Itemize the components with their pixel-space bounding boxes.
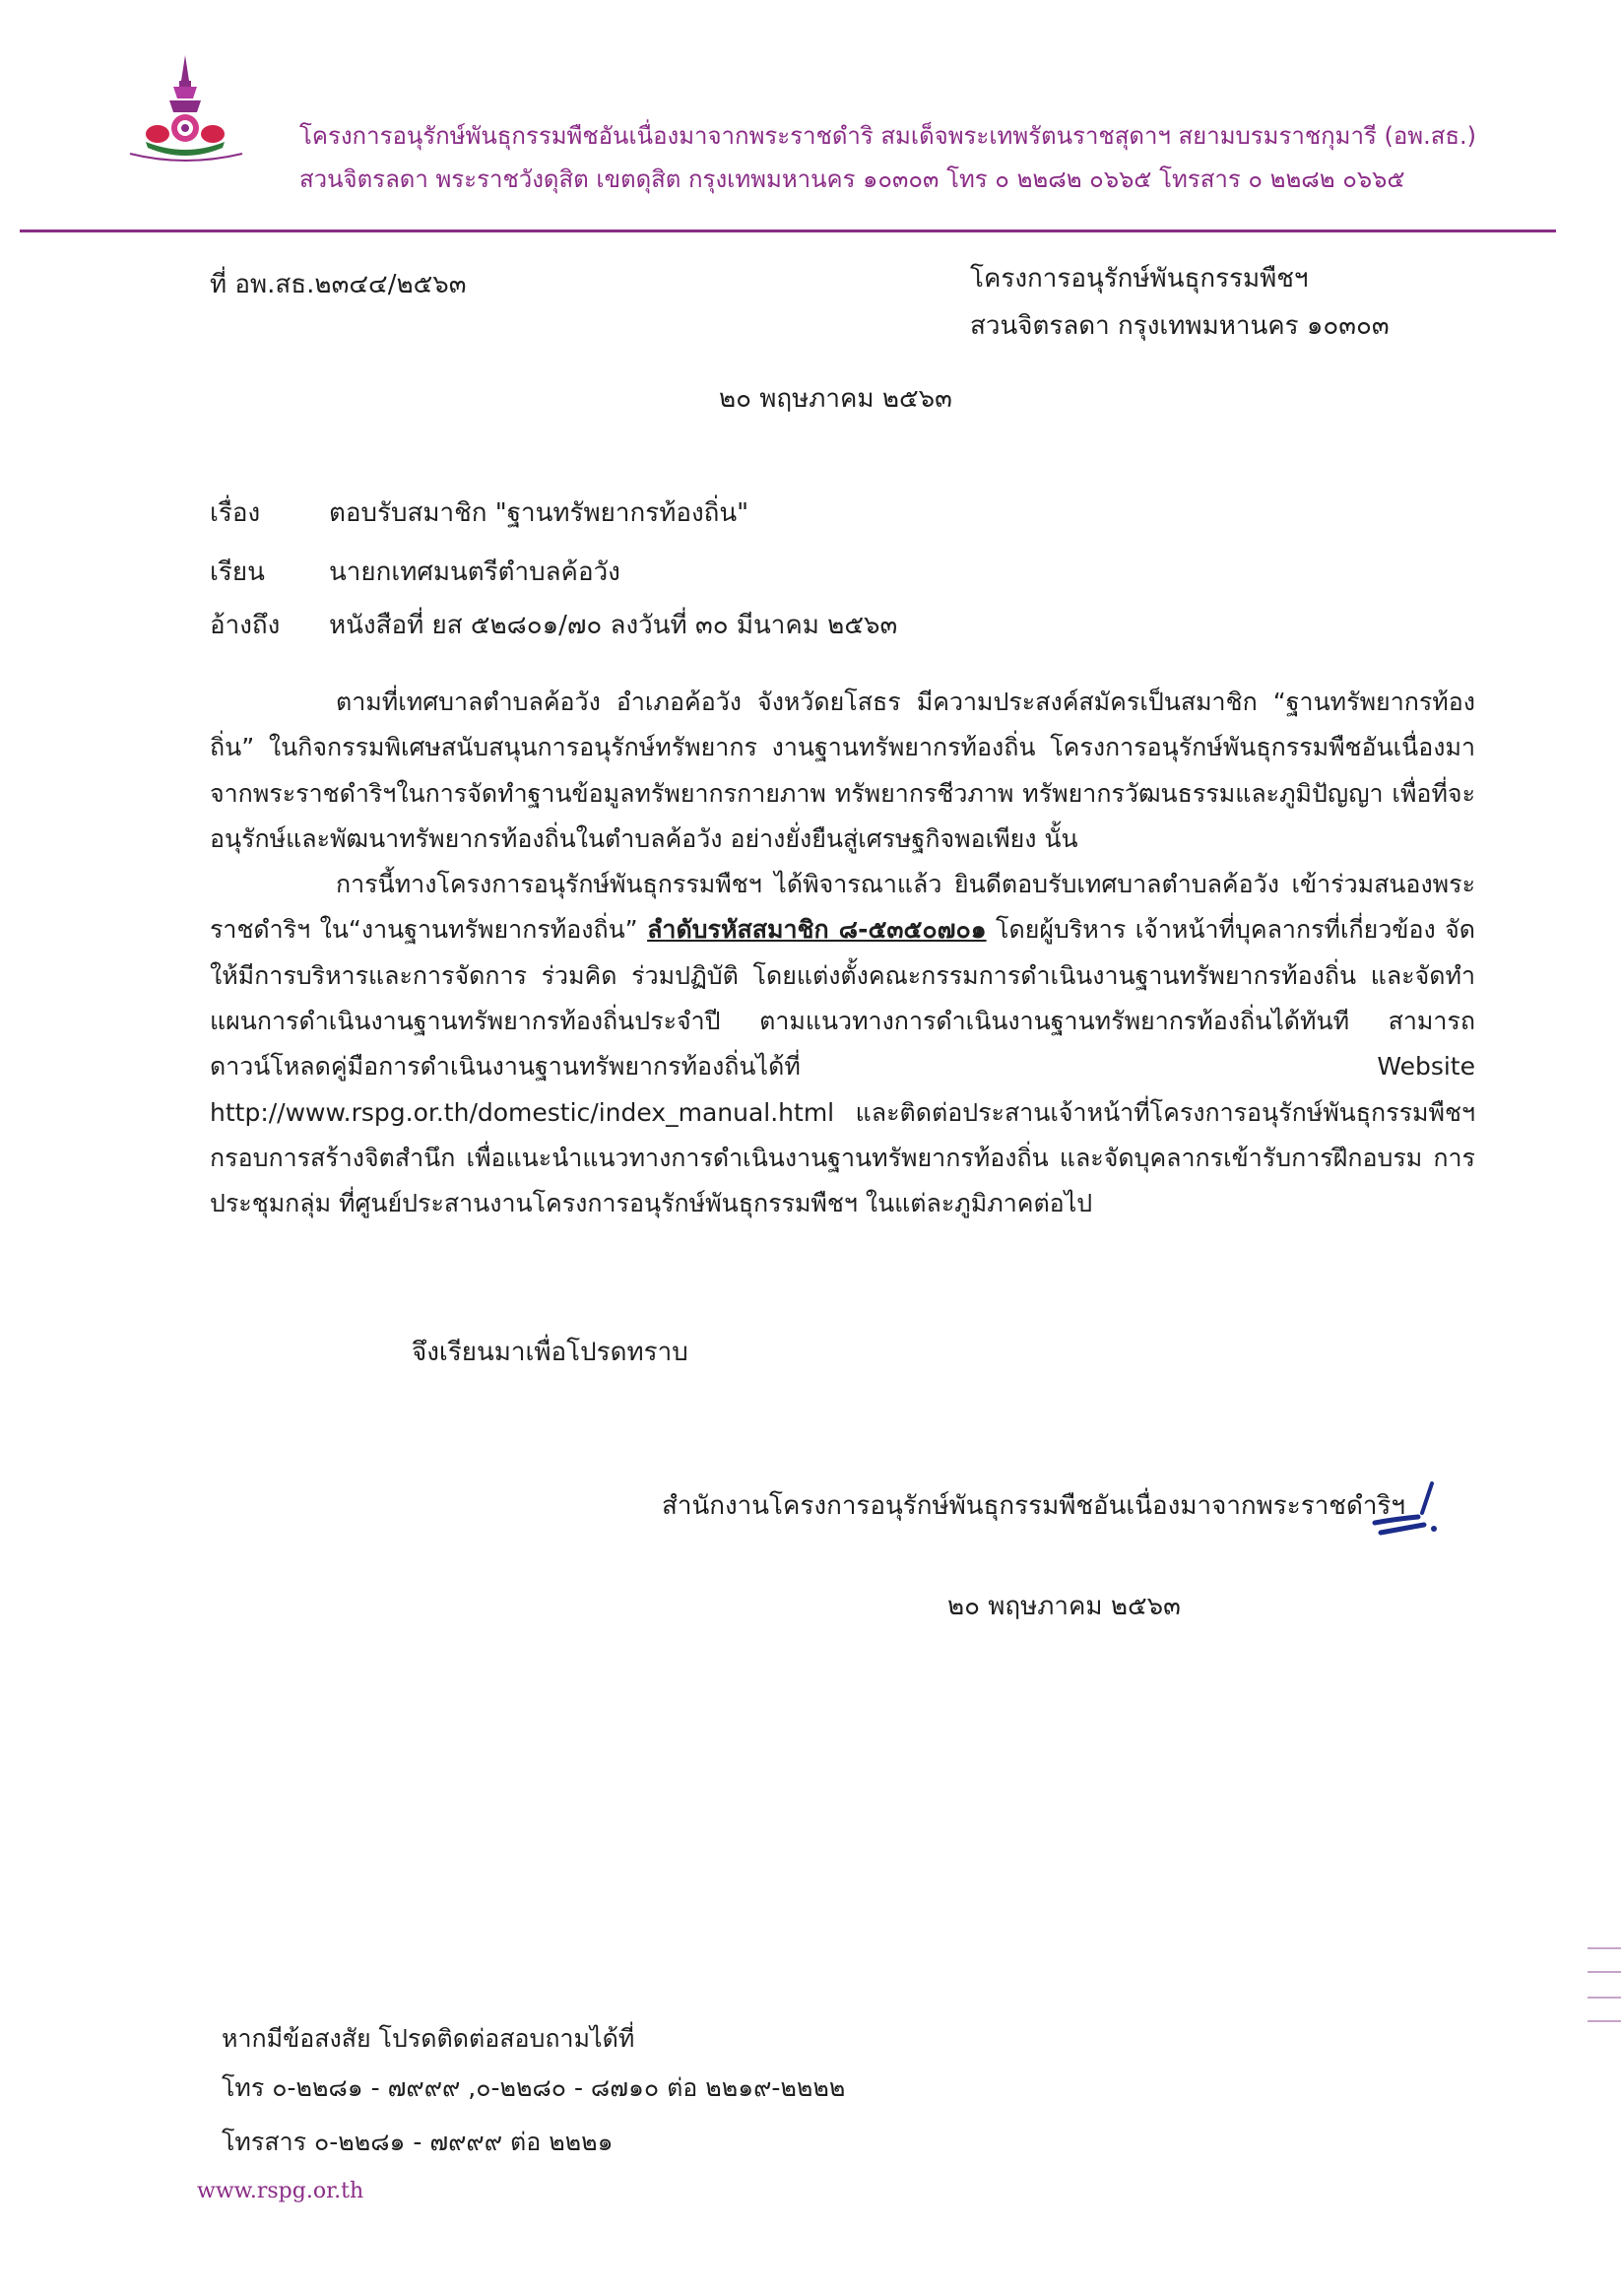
- closing-text: จึงเรียนมาเพื่อโปรดทราบ: [412, 1338, 688, 1367]
- letter-body: [210, 680, 1475, 1227]
- body-paragraph-2: [210, 862, 1475, 1226]
- reference-value: หนังสือที่ ยส ๕๒๘๐๑/๗๐ ลงวันที่ ๓๐ มีนาคม ๒๕๖๓: [329, 611, 898, 640]
- recipient-value: นายกเทศมนตรีตำบลค้อวัง: [329, 558, 620, 587]
- body-paragraph-2-rest: โดยผู้บริหาร เจ้าหน้าที่บุคลากรที่เกี่ยวข้อง จัดให้มีการบริหารและการจัดการ ร่วมคิด ร่วมปฏิบัติ โดยแต่งตั้งคณะกรรมการดำเนินงานฐานทรัพยากรท้องถิ่น และจัดทำแผนการดำเนินงานฐานทรัพยากรท้องถิ่นประจำปี ตามแนวทางการดำเนินงานฐานทรัพยากรท้องถิ่นได้ทันที สามารถดาวน์โหลดคู่มือการดำเนินงานฐานทรัพยากรท้องถิ่นได้ที่ Website http://www.rspg.or.th/domestic/index_manual.html และติดต่อประสานเจ้าหน้าที่โครงการอนุรักษ์พันธุกรรมพืชฯ กรอบการสร้างจิตสำนึก เพื่อแนะนำแนวทางการดำเนินงานฐานทรัพยากรท้องถิ่น และจัดบุคลากรเข้ารับการฝึกอบรม การประชุมกลุ่ม ที่ศูนย์ประสานงานโครงการอนุรักษ์พันธุกรรมพืชฯ ในแต่ละภูมิภาคต่อไป: [210, 915, 1476, 1218]
- contact-intro: หากมีข้อสงสัย โปรดติดต่อสอบถามได้ที่: [222, 2024, 635, 2053]
- recipient-label: เรียน: [210, 558, 265, 587]
- reference-number: ที่ อพ.สธ.๒๓๔๔/๒๕๖๓: [210, 270, 467, 299]
- letterhead-line-2: สวนจิตรลดา พระราชวังดุสิต เขตดุสิต กรุงเทพมหานคร ๑๐๓๐๓ โทร ๐ ๒๒๘๒ ๐๖๖๕ โทรสาร ๐ ๒๒๘๒ ๐๖๖๕: [299, 165, 1405, 193]
- sender-line-2: สวนจิตรลดา กรุงเทพมหานคร ๑๐๓๐๓: [970, 311, 1390, 341]
- subject-label: เรื่อง: [210, 498, 261, 528]
- sender-line-1: โครงการอนุรักษ์พันธุกรรมพืชฯ: [970, 264, 1309, 294]
- signing-office: สำนักงานโครงการอนุรักษ์พันธุกรรมพืชอันเนื่องมาจากพระราชดำริฯ: [662, 1491, 1405, 1521]
- contact-fax: โทรสาร ๐-๒๒๘๑ - ๗๙๙๙ ต่อ ๒๒๒๑: [222, 2128, 614, 2156]
- contact-phone: โทร ๐-๒๒๘๑ - ๗๙๙๙ ,๐-๒๒๘๐ - ๘๗๑๐ ต่อ ๒๒๑๙-๒๒๒๒: [222, 2073, 846, 2102]
- website-link[interactable]: www.rspg.or.th: [197, 2179, 364, 2203]
- subject-value: ตอบรับสมาชิก "ฐานทรัพยากรท้องถิ่น": [329, 498, 749, 528]
- letterhead-divider: [20, 230, 1556, 232]
- rspg-emblem-icon: [126, 51, 260, 165]
- body-paragraph-2-intro: การนี้ทางโครงการอนุรักษ์พันธุกรรมพืชฯ ได้พิจารณาแล้ว ยินดีตอบรับเทศบาลตำบลค้อวัง เข้าร่วมสนองพระราชดำริฯ ใน“งานฐานทรัพยากรท้องถิ่น”: [210, 870, 1475, 945]
- member-code: ลำดับรหัสสมาชิก ๘-๕๓๕๐๗๐๑: [647, 915, 987, 945]
- signature-mark: [1367, 1479, 1446, 1537]
- body-paragraph-1: ตามที่เทศบาลตำบลค้อวัง อำเภอค้อวัง จังหวัดยโสธร มีความประสงค์สมัครเป็นสมาชิก “ฐานทรัพยากรท้องถิ่น” ในกิจกรรมพิเศษสนับสนุนการอนุรักษ์ทรัพยากร งานฐานทรัพยากรท้องถิ่น โครงการอนุรักษ์พันธุกรรมพืชอันเนื่องมาจากพระราชดำริฯในการจัดทำฐานข้อมูลทรัพยากรกายภาพ ทรัพยากรชีวภาพ ทรัพยากรวัฒนธรรมและภูมิปัญญา เพื่อที่จะอนุรักษ์และพัฒนาทรัพยากรท้องถิ่นในตำบลค้อวัง อย่างยั่งยืนสู่เศรษฐกิจพอเพียง นั้น: [210, 688, 1475, 853]
- scan-edge-marks: [1586, 1942, 1621, 2031]
- letter-date: ๒๐ พฤษภาคม ๒๕๖๓: [719, 384, 952, 414]
- signature-date: ๒๐ พฤษภาคม ๒๕๖๓: [947, 1592, 1181, 1621]
- reference-label: อ้างถึง: [210, 611, 281, 640]
- letterhead-line-1: โครงการอนุรักษ์พันธุกรรมพืชอันเนื่องมาจากพระราชดำริ สมเด็จพระเทพรัตนราชสุดาฯ สยามบรมราชกุมารี (อพ.สธ.): [299, 122, 1476, 150]
